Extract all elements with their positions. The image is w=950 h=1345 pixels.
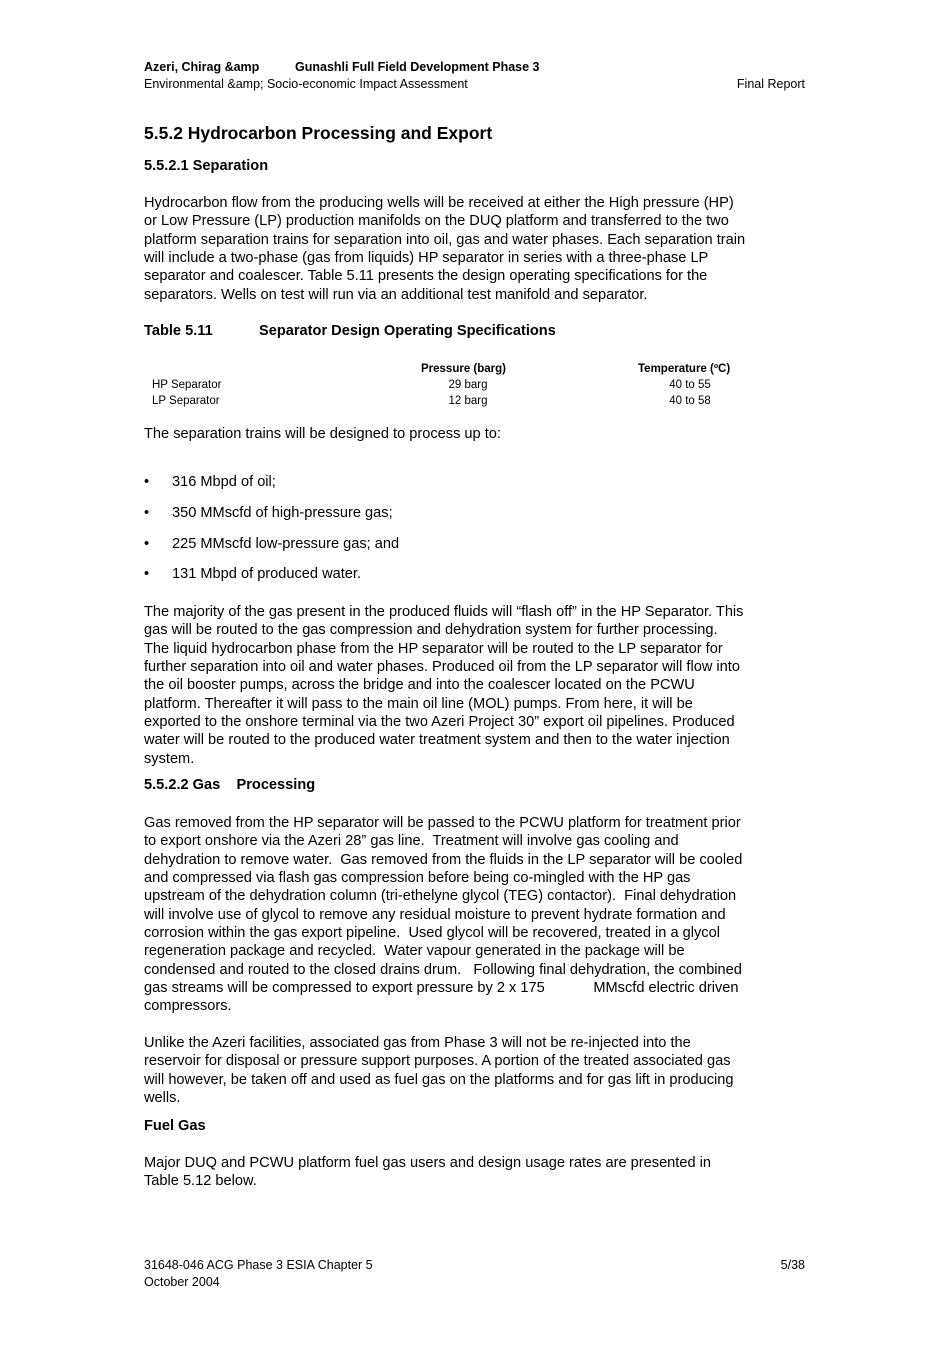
paragraph-line: wells. (144, 1090, 181, 1107)
footer-page-number: 5/38 (780, 1258, 805, 1272)
section-heading: 5.5.2 Hydrocarbon Processing and Export (144, 123, 493, 143)
fuel-gas-heading: Fuel Gas (144, 1118, 206, 1134)
header-report-type: Final Report (736, 77, 805, 91)
bullet-icon: • (144, 566, 150, 582)
document-page: Azeri, Chirag &amp Gunashli Full Field Development Phase 3 Environmental &amp; Socio-economic Impact Assessment Final Report 5.5.2 Hydrocarbon Processing and Export 5.5.2.1 Separation Hydrocarbon flow from the producing wells will be received at either the High pressure (HP) or Low Pressure (LP) production manifolds on the DUQ platform and transferred to the two platform separation trains for separation into oil, gas and water phases. Each separation train will include a two-phase (gas from liquids) HP separator in series with a three-phase LP separator and coalescer. Table 5.11 presents the design operating specifications for the separators. Wells on test will run via an additional test manifold and separator. Table 5.11 Separator Design Operating Specifications Pressure (barg) Temperature (ºC) HP Separator 29 barg 40 to 55 LP Separator 12 barg 40 to 58 The separation trains will be designed to process up to: • 316 Mbpd of oil; • 350 MMscfd of high-pressure gas; • 225 MMscfd low-pressure gas; and • 131 Mbpd of produced water. The majority of the gas present in the produced fluids will “flash off” in the HP Separator. This gas will be routed to the gas compression and dehydration system for further processing. The liquid hydrocarbon phase from the HP separator will be routed to the LP separator for further separation into oil and water phases. Produced oil from the LP separator will flow into the oil booster pumps, across the bridge and into the coalescer located on the PCWU platform. Thereafter it will pass to the main oil line (MOL) pumps. From here, it will be exported to the onshore terminal via the two Azeri Project 30” export oil pipelines. Produced water will be routed to the produced water treatment system and then to the water injection system. 5.5.2.2 Gas Processing Gas removed from the HP separator will be passed to the PCWU platform for treatment prior to export onshore via the Azeri 28” gas line. Treatment will involve gas cooling and dehydration to remove water. Gas removed from the fluids in the LP separator will be cooled and compressed via flash gas compression before being co-mingled with the HP gas upstream of the dehydration column (tri-ethelyne glycol (TEG) contactor). Final dehydration will involve use of glycol to remove any residual moisture to prevent hydrate formation and corrosion within the gas export pipeline. Used glycol will be recovered, treated in a glycol regeneration package and recycled. Water vapour generated in the package will be condensed and routed to the closed drains drum. Following final dehydration, the combined gas streams will be compressed to export pressure by 2 x 175 MMscfd electric driven compressors. Unlike the Azeri facilities, associated gas from Phase 3 will not be re-injected into the reservoir for disposal or pressure support purposes. A portion of the treated associated gas will however, be taken off and used as fuel gas on the platforms and for gas lift in producing wells. Fuel Gas Major DUQ and PCWU platform fuel gas users and design usage rates are presented in Table 5.12 below. 31648-046 ACG Phase 3 ESIA Chapter 5 5/38 October 2004 (0, 0, 950, 1345)
table-header-temperature: Temperature (ºC) (638, 363, 731, 375)
table-number: Table 5.11 (144, 323, 213, 339)
bullet-icon: • (144, 536, 150, 552)
paragraph-line: to export onshore via the Azeri 28” gas line. Treatment will involve gas cooling and (144, 833, 679, 850)
paragraph-line: platform separation trains for separation into oil, gas and water phases. Each separation train (144, 231, 746, 248)
paragraph-associated-gas (144, 1034, 734, 1107)
paragraph-line: water will be routed to the produced water treatment system and then to the water injection (144, 732, 730, 749)
paragraph-line: or Low Pressure (LP) production manifolds on the DUQ platform and transferred to the two (144, 213, 729, 230)
header-title-right: Gunashli Full Field Development Phase 3 (295, 60, 540, 74)
paragraph-line: corrosion within the gas export pipeline. Used glycol will be recovered, treated in a glycol (144, 925, 720, 942)
footer-date: October 2004 (144, 1275, 220, 1289)
header-subtitle: Environmental &amp; Socio-economic Impact Assessment (144, 77, 468, 91)
paragraph-line: exported to the onshore terminal via the two Azeri Project 30” export oil pipelines. Produced (144, 714, 735, 731)
table-cell: HP Separator (152, 379, 222, 391)
paragraph-flash-off (144, 603, 743, 768)
paragraph-line: The majority of the gas present in the produced fluids will “flash off” in the HP Separator. This (144, 604, 744, 620)
subsection-heading-gas-processing: 5.5.2.2 Gas Processing (144, 777, 316, 793)
paragraph-separation (144, 194, 745, 304)
paragraph-line: and compressed via flash gas compression before being co-mingled with the HP gas (144, 870, 691, 887)
table-title: Separator Design Operating Specifications (259, 323, 556, 339)
paragraph-line: platform. Thereafter it will pass to the main oil line (MOL) pumps. From here, it will be (144, 695, 693, 712)
table-cell: 40 to 55 (669, 379, 711, 391)
table-cell: 29 barg (448, 379, 488, 391)
paragraph-line: gas will be routed to the gas compression and dehydration system for further processing. (144, 622, 718, 639)
paragraph-line: upstream of the dehydration column (tri-ethelyne glycol (TEG) contactor). Final dehydration (144, 888, 737, 905)
paragraph-line: will include a two-phase (gas from liquids) HP separator in series with a three-phase LP (144, 250, 709, 267)
paragraph-line: Hydrocarbon flow from the producing wells will be received at either the High pressure (HP) (144, 195, 734, 211)
paragraph-line: will involve use of glycol to remove any residual moisture to prevent hydrate formation and (144, 906, 726, 923)
table-cell: 40 to 58 (669, 395, 711, 407)
subsection-heading-separation: 5.5.2.1 Separation (144, 158, 269, 174)
paragraph-gas-processing (144, 814, 742, 1016)
paragraph-fuel-gas (144, 1154, 711, 1191)
paragraph-line: The liquid hydrocarbon phase from the HP separator will be routed to the LP separator for (144, 640, 723, 657)
paragraph-line: compressors. (144, 998, 232, 1015)
bullet-icon: • (144, 474, 150, 490)
paragraph-line: Unlike the Azeri facilities, associated gas from Phase 3 will not be re-injected into the (144, 1035, 691, 1051)
header-title-left: Azeri, Chirag &amp (144, 60, 260, 74)
capacity-intro: The separation trains will be designed to process up to: (144, 426, 501, 442)
table-header-pressure: Pressure (barg) (421, 363, 507, 375)
paragraph-line: dehydration to remove water. Gas removed from the fluids in the LP separator will be cooled (144, 851, 743, 868)
paragraph-line: reservoir for disposal or pressure support purposes. A portion of the treated associated gas (144, 1053, 731, 1070)
paragraph-line: separators. Wells on test will run via an additional test manifold and separator. (144, 286, 648, 303)
paragraph-line: condensed and routed to the closed drains drum. Following final dehydration, the combined (144, 961, 742, 978)
paragraph-line: regeneration package and recycled. Water vapour generated in the package will be (144, 943, 685, 960)
paragraph-line: will however, be taken off and used as fuel gas on the platforms and for gas lift in producing (144, 1071, 734, 1088)
paragraph-line: system. (144, 750, 195, 767)
bullet-icon: • (144, 505, 150, 521)
paragraph-line: Gas removed from the HP separator will be passed to the PCWU platform for treatment prior (144, 815, 741, 831)
table-cell: LP Separator (152, 395, 220, 407)
footer-doc-ref: 31648-046 ACG Phase 3 ESIA Chapter 5 (144, 1258, 373, 1272)
paragraph-line: the oil booster pumps, across the bridge and into the coalescer located on the PCWU (144, 677, 695, 694)
paragraph-line: further separation into oil and water phases. Produced oil from the LP separator will flow into (144, 659, 740, 676)
table-cell: 12 barg (448, 395, 488, 407)
paragraph-line: separator and coalescer. Table 5.11 presents the design operating specifications for the (144, 268, 708, 285)
paragraph-line: Major DUQ and PCWU platform fuel gas users and design usage rates are presented in (144, 1155, 712, 1171)
paragraph-line: gas streams will be compressed to export pressure by 2 x 175 MMscfd electric driven (144, 980, 739, 997)
paragraph-line: Table 5.12 below. (144, 1173, 257, 1190)
